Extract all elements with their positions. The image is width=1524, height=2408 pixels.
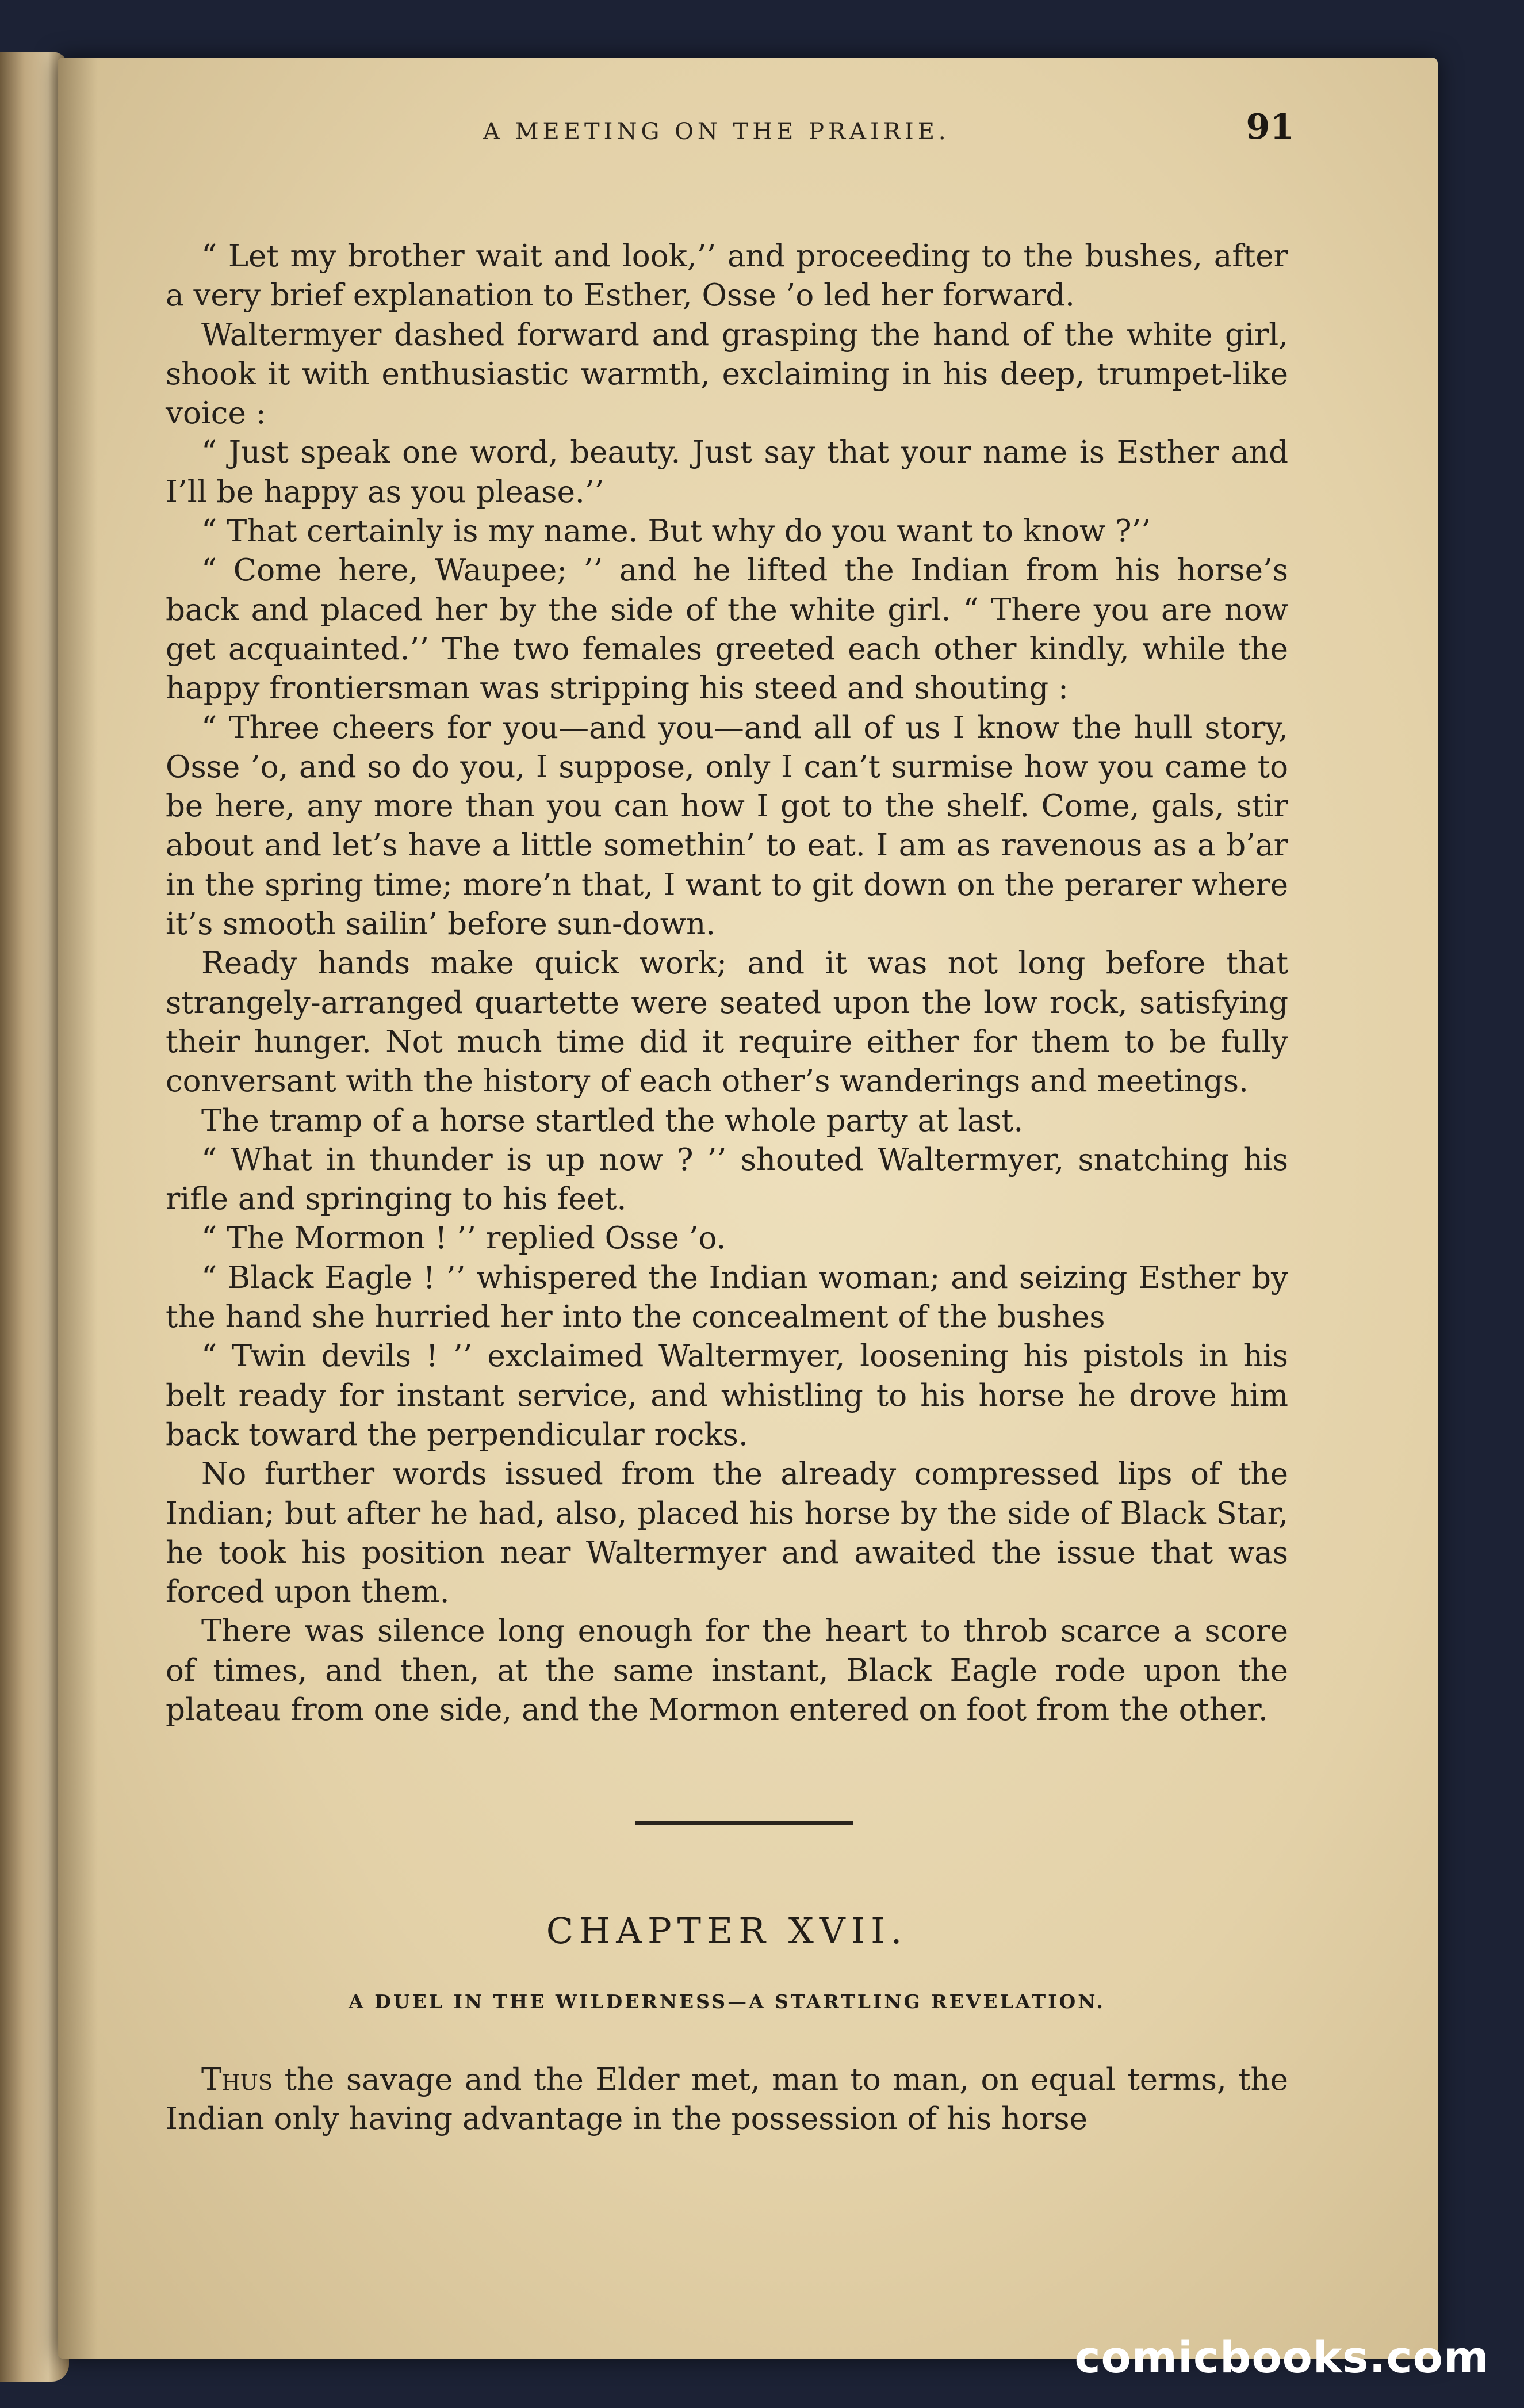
running-title: A MEETING ON THE PRAIRIE. <box>483 119 950 145</box>
paragraph: “ Twin devils ! ’’ exclaimed Waltermyer, loosening his pistols in his belt ready for instant service, and whistling to his horse he drove him back toward the perpendicular rocks. <box>166 1339 1288 1453</box>
paragraph: “ Black Eagle ! ’’ whispered the Indian woman; and seizing Esther by the hand she hurried her into the concealment of the bushes <box>166 1260 1288 1335</box>
paragraph: The tramp of a horse startled the whole party at last. <box>201 1103 1024 1138</box>
chapter-body <box>166 2061 1288 2139</box>
watermark: comicbooks.com <box>1074 2331 1489 2383</box>
paragraph: No further words issued from the already compressed lips of the Indian; but after he had, also, placed his horse by the side of Black Star, he took his position near Waltermyer and awaited the issue that was forced upon them. <box>166 1457 1288 1610</box>
running-head <box>173 107 1409 165</box>
section-divider <box>635 1821 853 1825</box>
paragraph: “ Come here, Waupee; ’’ and he lifted the Indian from his horse’s back and placed her by the side of the white girl. “ There you are now get acquainted.’’ The two females greeted each other kindly, while the happy frontiersman was stripping his steed and shouting : <box>166 553 1288 706</box>
chapter-subtitle: A DUEL IN THE WILDERNESS—A STARTLING REVELATION. <box>349 1990 1105 2013</box>
paragraph: “ That certainly is my name. But why do you want to know ?’’ <box>201 514 1151 549</box>
paragraph: Waltermyer dashed forward and grasping the hand of the white girl, shook it with enthusiastic warmth, exclaiming in his deep, trumpet-like voice : <box>166 317 1288 431</box>
chapter-opening-paragraph <box>166 2061 1288 2139</box>
opening-text: the savage and the Elder met, man to man, on equal terms, the Indian only having advantage in the possession of his horse <box>166 2062 1288 2137</box>
paragraph: “ What in thunder is up now ? ’’ shouted Waltermyer, snatching his rifle and springing to his feet. <box>166 1142 1288 1217</box>
paragraph: Ready hands make quick work; and it was not long before that strangely-arranged quartette were seated upon the low rock, satisfying their hunger. Not much time did it require either for them to be fully conversant with the history of each other’s wanderings and meetings. <box>166 946 1288 1099</box>
body-text <box>166 237 1288 1730</box>
page-number: 91 <box>1246 107 1294 147</box>
chapter-heading: CHAPTER XVII. <box>546 1910 908 1952</box>
paragraph: “ Three cheers for you—and you—and all of us I know the hull story, Osse ’o, and so do you, I suppose, only I can’t surmise how you came to be here, any more than you can how I got to the shelf. Come, gals, stir about and let’s have a little somethin’ to eat. I am as ravenous as a b’ar in the spring time; more’n that, I want to git down on the perarer where it’s smooth sailin’ before sun-down. <box>166 710 1288 942</box>
paragraph: “ The Mormon ! ’’ replied Osse ’o. <box>201 1221 726 1256</box>
opening-word: Thus <box>201 2062 273 2097</box>
paragraph: “ Let my brother wait and look,’’ and proceeding to the bushes, after a very brief explanation to Esther, Osse ’o led her forward. <box>166 239 1288 314</box>
paragraph: “ Just speak one word, beauty. Just say that your name is Esther and I’ll be happy as you please.’’ <box>166 435 1288 510</box>
paragraph: There was silence long enough for the heart to throb scarce a score of times, and then, at the same instant, Black Eagle rode upon the plateau from one side, and the Mormon entered on foot from the other. <box>166 1614 1288 1727</box>
